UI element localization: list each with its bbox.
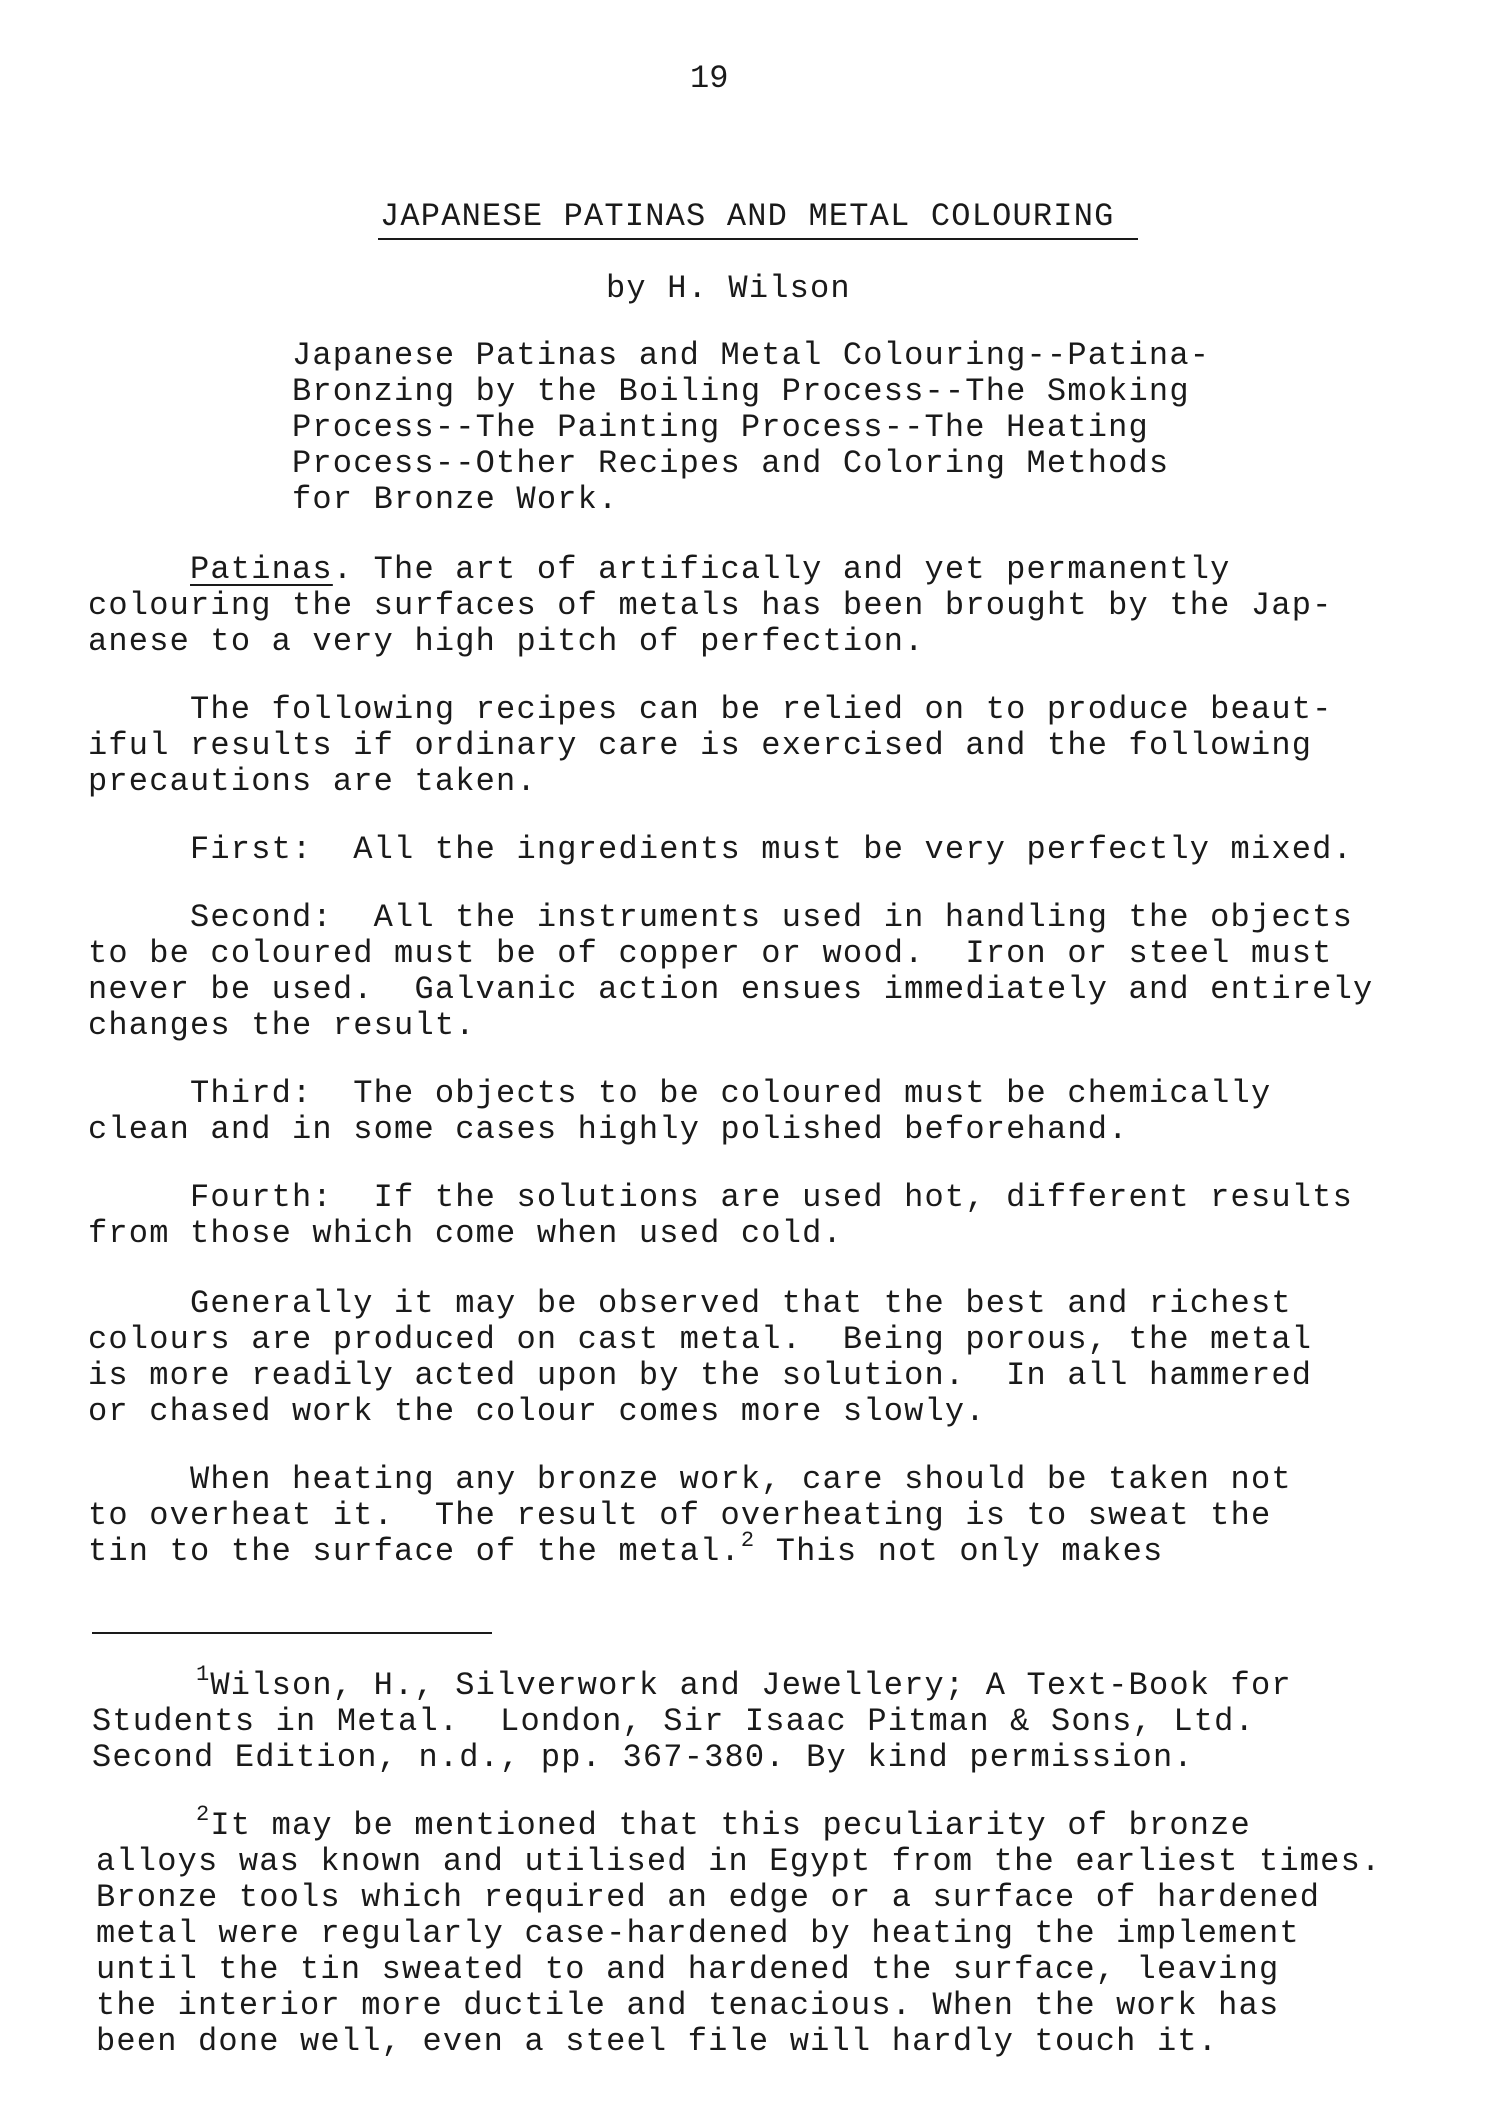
paragraph-line: or chased work the colour comes more slowly. [88,1393,986,1430]
paragraph-line: When heating any bronze work, care should be taken not [190,1461,1292,1498]
page-number: 19 [690,60,729,97]
paragraph-line: clean and in some cases highly polished beforehand. [88,1111,1129,1148]
footnote-line: Second Edition, n.d., pp. 367-380. By kind permission. [92,1739,1194,1776]
footnote-line: been done well, even a steel file will hardly touch it. [96,2023,1219,2060]
footnote-line: $^1$Wilson, H., Silverwork and Jewellery; A Text-Book for [196,1662,1292,1704]
paragraph-line: anese to a very high pitch of perfection. [88,623,925,660]
footnote-line: Bronze tools which required an edge or a surface of hardened [96,1879,1321,1916]
footnote-marker-2: 2 [196,1802,211,1828]
paragraph-line: never be used. Galvanic action ensues immediately and entirely [88,971,1374,1008]
paragraph-line: changes the result. [88,1007,476,1044]
paragraph-line: to be coloured must be of copper or wood. Iron or steel must [88,935,1333,972]
footnote-marker-1: 1 [196,1662,211,1688]
footnote-line: $^2$It may be mentioned that this peculiarity of bronze [196,1802,1251,1844]
footnote-line: Students in Metal. London, Sir Isaac Pitman & Sons, Ltd. [92,1703,1255,1740]
summary-line: for Bronze Work. [292,481,619,518]
paragraph-line: from those which come when used cold. [88,1215,843,1252]
article-title: JAPANESE PATINAS AND METAL COLOURING [380,198,1115,235]
paragraph-line: to overheat it. The result of overheating is to sweat the [88,1497,1272,1534]
paragraph-line: Second: All the instruments used in handling the objects [190,899,1353,936]
paragraph-line: colours are produced on cast metal. Being porous, the metal [88,1321,1313,1358]
footnote-line: until the tin sweated to and hardened the surface, leaving [96,1951,1280,1988]
footnote-line: alloys was known and utilised in Egypt from the earliest times. [96,1843,1382,1880]
paragraph-line: colouring the surfaces of metals has been brought by the Jap- [88,587,1333,624]
byline: by H. Wilson [606,270,851,307]
paragraph-line: tin to the surface of the metal.$^2$ This not only makes [88,1528,1164,1570]
paragraph-line: Fourth: If the solutions are used hot, different results [190,1179,1353,1216]
paragraph-line: The following recipes can be relied on to produce beaut- [190,691,1333,728]
paragraph-line: precautions are taken. [88,763,537,800]
paragraph-line: iful results if ordinary care is exercised and the following [88,727,1313,764]
paragraph-line: Third: The objects to be coloured must be chemically [190,1075,1272,1112]
footnote-line: metal were regularly case-hardened by heating the implement [96,1915,1300,1952]
paragraph-line: is more readily acted upon by the solution. In all hammered [88,1357,1313,1394]
paragraph-line: First: All the ingredients must be very perfectly mixed. [190,831,1353,868]
summary-line: Japanese Patinas and Metal Colouring--Patina- [292,337,1211,374]
summary-line: Process--Other Recipes and Coloring Methods [292,445,1170,482]
title-underline [378,238,1138,240]
summary-line: Bronzing by the Boiling Process--The Smoking [292,373,1190,410]
summary-line: Process--The Painting Process--The Heating [292,409,1149,446]
footnote-separator [92,1632,492,1634]
paragraph-line: Patinas. The art of artifically and yet permanently [190,551,1231,588]
paragraph-line: Generally it may be observed that the best and richest [190,1285,1292,1322]
footnote-line: the interior more ductile and tenacious. When the work has [96,1987,1280,2024]
footnote-ref-2: 2 [740,1528,756,1554]
section-lead-patinas: Patinas [190,551,333,588]
